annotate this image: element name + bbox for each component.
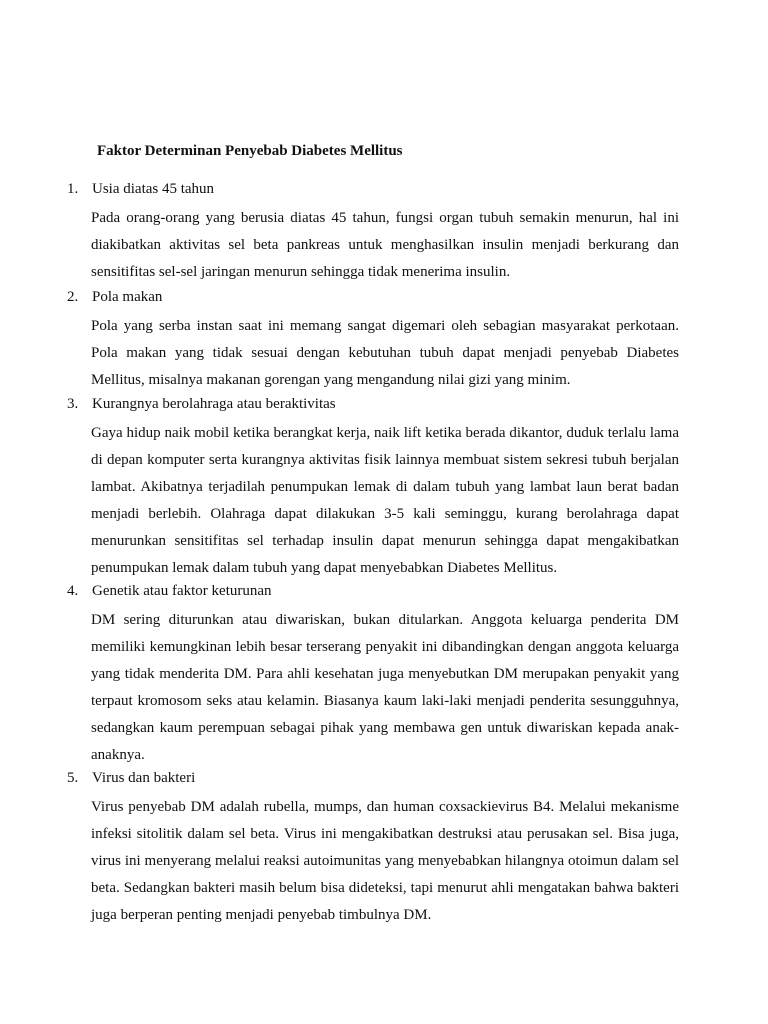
item-label: Genetik atau faktor keturunan <box>92 583 272 599</box>
list-item-5 <box>67 768 679 929</box>
item-number: 4. <box>67 583 79 599</box>
list-item-2 <box>67 287 679 394</box>
item-paragraph: Virus penyebab DM adalah rubella, mumps, dan human coxsackievirus B4. Melalui mekanisme infeksi sitolitik dalam sel beta. Virus ini mengakibatkan destruksi atau perusakan sel. Bisa juga, virus ini menyerang melalui reaksi autoimunitas yang menyebabkan hilangnya otoimun dalam sel beta. Sedangkan bakteri masih belum bisa dideteksi, tapi menurut ahli mengatakan bahwa bakteri juga berperan penting menjadi penyebab timbulnya DM. <box>91 799 679 923</box>
item-number: 3. <box>67 396 79 412</box>
item-paragraph: Pada orang-orang yang berusia diatas 45 tahun, fungsi organ tubuh semakin menurun, hal ini diakibatkan aktivitas sel beta pankreas untuk menghasilkan insulin menjadi berkurang dan sensitifitas sel-sel jaringan menurun sehingga tidak menerima insulin. <box>91 210 679 280</box>
item-paragraph: DM sering diturunkan atau diwariskan, bukan ditularkan. Anggota keluarga penderita DM memiliki kemungkinan lebih besar terserang penyakit ini dibandingkan dengan anggota keluarga yang tidak menderita DM. Para ahli kesehatan juga menyebutkan DM merupakan penyakit yang terpaut kromosom seks atau kelamin. Biasanya kaum laki-laki menjadi penderita sesungguhnya, sedangkan kaum perempuan sebagai pihak yang membawa gen untuk diwariskan kepada anak-anaknya. <box>91 612 679 763</box>
item-label: Pola makan <box>92 289 163 305</box>
item-heading <box>67 768 679 788</box>
item-number: 1. <box>67 181 79 197</box>
item-label: Virus dan bakteri <box>92 770 196 786</box>
item-heading <box>67 394 679 414</box>
item-paragraph: Gaya hidup naik mobil ketika berangkat kerja, naik lift ketika berada dikantor, duduk terlalu lama di depan komputer serta kurangnya aktivitas fisik lainnya membuat sistem sekresi tubuh berjalan lambat. Akibatnya terjadilah penumpukan lemak di dalam tubuh yang lambat laun berat badan menjadi berlebih. Olahraga dapat dilakukan 3-5 kali seminggu, kurang berolahraga dapat menurunkan sensitifitas sel terhadap insulin dapat menurun sehingga dapat mengakibatkan penumpukan lemak dalam tubuh yang dapat menyebabkan Diabetes Mellitus. <box>91 425 679 576</box>
item-number: 5. <box>67 770 79 786</box>
list-item-1 <box>67 179 679 286</box>
item-label: Kurangnya berolahraga atau beraktivitas <box>92 396 336 412</box>
item-heading <box>67 581 679 601</box>
item-label: Usia diatas 45 tahun <box>92 181 215 197</box>
item-number: 2. <box>67 289 79 305</box>
item-paragraph: Pola yang serba instan saat ini memang sangat digemari oleh sebagian masyarakat perkotaan. Pola makan yang tidak sesuai dengan kebutuhan tubuh dapat menjadi penyebab Diabetes Mellitus, misalnya makanan gorengan yang mengandung nilai gizi yang minim. <box>91 318 679 388</box>
document-title: Faktor Determinan Penyebab Diabetes Mellitus <box>97 143 403 159</box>
list-item-4 <box>67 581 679 769</box>
item-heading <box>67 179 679 199</box>
item-heading <box>67 287 679 307</box>
list-item-3 <box>67 394 679 582</box>
